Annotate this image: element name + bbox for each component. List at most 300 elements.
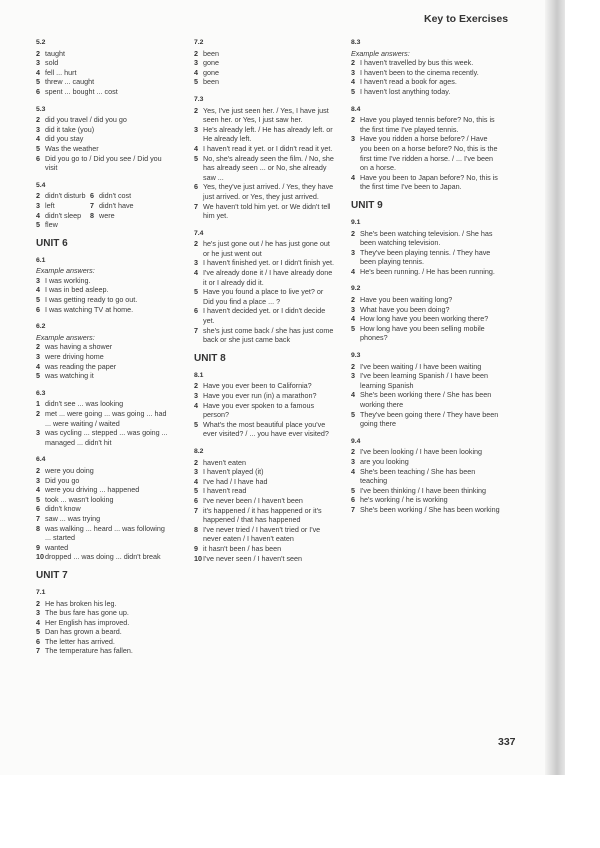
answer-number: 3	[351, 371, 355, 381]
answer-text: dropped ... was doing ... didn't break	[45, 552, 161, 562]
answer-number: 3	[194, 58, 198, 68]
answer-number: 4	[351, 390, 355, 400]
answer-item	[36, 77, 172, 87]
answer-text: He's been running. / He has been running.	[360, 266, 495, 276]
answer-item	[351, 447, 501, 457]
answer-text: I haven't lost anything today.	[360, 86, 451, 96]
answer-number: 3	[36, 608, 40, 618]
answer-text: The temperature has fallen.	[45, 646, 133, 656]
answer-number: 3	[36, 275, 40, 285]
answer-item	[351, 486, 501, 496]
answer-number: 5	[351, 323, 355, 333]
answer-item	[194, 202, 334, 221]
answer-number: 6	[351, 495, 355, 505]
answer-number: 2	[194, 457, 198, 467]
answer-item	[36, 342, 172, 352]
exercise-section	[351, 38, 501, 97]
answer-item	[36, 504, 172, 514]
answer-number: 5	[351, 86, 355, 96]
answer-text: did it take (you)	[45, 124, 95, 134]
answer-number: 3	[36, 200, 40, 210]
answer-number: 1	[36, 399, 40, 409]
answer-text: I've been looking / I have been looking	[360, 447, 483, 457]
answer-number: 6	[90, 191, 94, 201]
exercise-section	[351, 437, 501, 515]
answer-text: They've been going there / They have been going there	[360, 409, 499, 429]
answer-text: She's been working there / She has been working there	[360, 390, 492, 409]
answer-number: 10	[194, 553, 202, 563]
exercise-section	[351, 284, 501, 343]
answer-number: 6	[194, 182, 198, 192]
answer-number: 5	[194, 486, 198, 496]
answer-item	[36, 466, 172, 476]
exercise-section	[36, 181, 172, 230]
answer-number: 5	[36, 494, 40, 504]
answer-text: spent ... bought ... cost	[45, 86, 118, 96]
answer-text: What have you been doing?	[360, 304, 450, 314]
answer-item	[194, 306, 334, 325]
answer-text: Have you been waiting long?	[360, 295, 453, 305]
answer-number: 8	[194, 524, 198, 534]
answer-number: 6	[194, 495, 198, 505]
answer-text: I was in bed asleep.	[45, 285, 109, 295]
answer-text: Her English has improved.	[45, 617, 130, 627]
answer-text: Yes, they've just arrived. / Yes, they have just arrived. or Yes, they just arrived.	[203, 182, 334, 201]
answer-item	[194, 49, 334, 59]
answer-number: 4	[36, 285, 40, 295]
answer-text: What's the most beautiful place you've ever visited? / ... you have ever visited?	[203, 419, 329, 439]
answer-text: didn't see ... was looking	[45, 399, 124, 409]
answer-text: sold	[45, 58, 59, 68]
exercise-number: 6.1	[36, 256, 46, 264]
answer-number: 5	[36, 143, 40, 153]
answer-text: haven't eaten	[203, 457, 246, 467]
answer-item	[351, 58, 501, 68]
answer-number: 3	[194, 124, 198, 134]
unit-heading: UNIT 9	[351, 199, 383, 211]
answer-text: taught	[45, 48, 65, 58]
answer-text: I haven't read	[203, 486, 247, 496]
answer-item	[36, 428, 172, 447]
answer-text: I've had / I have had	[203, 476, 268, 486]
unit-heading: UNIT 7	[36, 569, 68, 581]
answer-item	[351, 87, 501, 97]
answer-text: Yes, I've just seen her. / Yes, I have just seen her. or Yes, I just saw her.	[203, 105, 329, 125]
answer-item	[36, 476, 172, 486]
answer-item	[351, 115, 501, 134]
answer-number: 3	[36, 124, 40, 134]
exercise-number: 7.4	[194, 229, 204, 237]
answer-item	[36, 409, 172, 428]
page-number: 337	[498, 736, 516, 748]
answer-number: 2	[351, 58, 355, 68]
exercise-number: 8.1	[194, 371, 204, 379]
answer-number: 4	[194, 476, 198, 486]
answer-item	[36, 276, 172, 286]
answer-number: 2	[194, 381, 198, 391]
answer-text: was watching it	[45, 371, 94, 381]
exercise-section	[194, 447, 334, 563]
answer-number: 2	[351, 115, 355, 125]
answer-number: 3	[36, 352, 40, 362]
answer-number: 4	[36, 485, 40, 495]
answer-number: 2	[194, 239, 198, 249]
answer-item	[36, 543, 172, 553]
answer-text: didn't know	[45, 504, 81, 514]
answer-number: 5	[36, 627, 40, 637]
answer-item	[351, 390, 501, 409]
answer-text: I was watching TV at home.	[45, 304, 134, 314]
scan-margin-bottom	[0, 775, 565, 848]
answer-item	[90, 201, 144, 211]
answer-text: saw ... was trying	[45, 513, 101, 523]
answer-text: didn't cost	[99, 191, 132, 201]
exercise-section	[36, 588, 172, 656]
answer-item	[194, 554, 334, 564]
answer-text: I was working.	[45, 275, 91, 285]
answer-item	[194, 467, 334, 477]
answer-number: 3	[351, 134, 355, 144]
answer-number: 2	[36, 409, 40, 418]
answer-text: Have you ever been to California?	[203, 381, 312, 391]
answer-number: 2	[351, 228, 355, 238]
answer-item	[36, 362, 172, 372]
answer-number: 6	[36, 636, 40, 646]
scan-margin-right	[565, 0, 600, 848]
answer-number: 9	[36, 542, 40, 552]
answer-text: he's just gone out / he has just gone out or he just went out	[203, 239, 330, 258]
answer-item	[351, 305, 501, 315]
answer-number: 4	[351, 314, 355, 324]
answer-text: gone	[203, 58, 219, 68]
answer-number: 2	[36, 465, 40, 475]
answer-number: 3	[36, 475, 40, 485]
answer-number: 3	[351, 304, 355, 314]
answer-item	[36, 485, 172, 495]
answer-item	[36, 295, 172, 305]
answer-column-2	[194, 38, 334, 571]
answer-text: been	[203, 77, 219, 87]
answer-text: Did you go to / Did you see / Did you visit	[45, 153, 162, 173]
answer-item	[194, 401, 334, 420]
answer-subcolumn	[36, 191, 90, 229]
answer-item	[36, 371, 172, 381]
answer-item	[194, 506, 334, 525]
exercise-number: 9.1	[351, 218, 361, 226]
answer-item	[351, 314, 501, 324]
exercise-number: 6.3	[36, 389, 46, 397]
exercise-section	[194, 95, 334, 221]
answer-text: did you travel / did you go	[45, 115, 127, 125]
exercise-section	[36, 105, 172, 173]
answer-number: 5	[194, 77, 198, 87]
answer-item	[194, 239, 334, 258]
answer-text: were driving home	[45, 352, 104, 362]
answer-text: flew	[45, 220, 58, 230]
answer-item	[194, 381, 334, 391]
answer-number: 2	[351, 447, 355, 457]
answer-text: were you driving ... happened	[45, 485, 140, 495]
answer-text: I was getting ready to go out.	[45, 295, 138, 305]
answer-item	[351, 134, 501, 172]
exercise-section	[351, 218, 501, 277]
answer-number: 5	[194, 153, 198, 163]
answer-number: 2	[36, 191, 40, 201]
exercise-number: 7.2	[194, 39, 204, 46]
answer-text: How long have you been working there?	[360, 314, 489, 324]
answer-text: she's just come back / she has just come back or she just came back	[203, 325, 334, 345]
answer-number: 4	[36, 361, 40, 371]
answer-number: 7	[194, 201, 198, 211]
answer-item	[194, 420, 334, 439]
answer-text: I've never been / I haven't been	[203, 495, 303, 505]
answer-item	[36, 618, 172, 628]
answer-item	[36, 599, 172, 609]
answer-text: Was the weather	[45, 143, 99, 153]
answer-item	[194, 544, 334, 554]
answer-number: 4	[351, 266, 355, 276]
answer-item	[36, 646, 172, 656]
answer-text: No, she's already seen the film. / No, she has already seen ... or No, she already saw ...	[203, 153, 334, 182]
answer-two-columns	[36, 191, 172, 229]
answer-number: 3	[351, 67, 355, 77]
answer-item	[90, 191, 144, 201]
answer-item	[351, 495, 501, 505]
answer-text: Have you found a place to live yet? or Did you find a place ... ?	[203, 287, 324, 306]
answer-number: 4	[194, 400, 198, 410]
answer-number: 3	[194, 258, 198, 268]
exercise-number: 7.1	[36, 588, 46, 596]
answer-number: 4	[36, 134, 40, 144]
answer-text: I've never tried / I haven't tried or I've never eaten / I haven't eaten	[203, 524, 321, 544]
exercise-section	[36, 322, 172, 381]
answer-column-1	[36, 38, 172, 664]
answer-text: I haven't travelled by bus this week.	[360, 58, 474, 68]
answer-number: 10	[36, 552, 44, 562]
answer-number: 7	[351, 504, 355, 514]
answer-item	[351, 295, 501, 305]
answer-text: Did you go	[45, 475, 80, 485]
answer-text: Have you been to Japan before? No, this is the first time I've been to Japan.	[360, 172, 498, 192]
answer-text: Have you ridden a horse before? / Have you been on a horse before? No, this is the first time I've ridden a horse. / ... I've been on a horse.	[360, 134, 498, 173]
answer-item	[36, 627, 172, 637]
answer-text: How long have you been selling mobile phones?	[360, 323, 485, 343]
answer-text: threw ... caught	[45, 77, 95, 87]
answer-text: I've been learning Spanish / I have been learning Spanish	[360, 371, 489, 390]
answer-item	[36, 495, 172, 505]
answer-number: 5	[36, 295, 40, 305]
answer-item	[351, 267, 501, 277]
answer-number: 4	[194, 67, 198, 77]
answer-item	[351, 248, 501, 267]
answer-number: 6	[36, 504, 40, 514]
answer-text: was cycling ... stepped ... was going ... managed ... didn't hit	[45, 428, 168, 447]
answer-text: I haven't finished yet. or I didn't finish yet.	[203, 258, 334, 268]
answer-text: She's been teaching / She has been teaching	[360, 466, 476, 486]
answer-number: 6	[36, 86, 40, 96]
answer-item	[36, 49, 172, 59]
answer-text: didn't sleep	[45, 210, 82, 220]
answer-number: 6	[36, 304, 40, 314]
unit-heading: UNIT 8	[194, 352, 226, 364]
answer-item	[36, 115, 172, 125]
answer-text: he's working / he is working	[360, 495, 448, 505]
answer-subcolumn	[90, 191, 144, 229]
exercise-number: 5.4	[36, 181, 46, 189]
answer-number: 9	[194, 543, 198, 553]
example-answers-note: Example answers:	[36, 266, 95, 276]
answer-text: did you stay	[45, 134, 84, 144]
answer-text: I've already done it / I have already done it or I already did it.	[203, 268, 333, 287]
answer-number: 4	[36, 67, 40, 77]
answer-text: left	[45, 200, 55, 210]
answer-item	[351, 173, 501, 192]
answer-item	[194, 182, 334, 201]
answer-text: I haven't read it yet. or I didn't read it yet.	[203, 143, 333, 153]
example-answers-note: Example answers:	[36, 332, 95, 342]
answer-text: I've been waiting / I have been waiting	[360, 361, 482, 371]
answer-number: 5	[351, 409, 355, 419]
answer-number: 6	[194, 306, 198, 316]
answer-text: She's been watching television. / She has been watching television.	[360, 228, 493, 248]
answer-item	[36, 87, 172, 97]
answer-text: Have you played tennis before? No, this is the first time I've played tennis.	[360, 115, 495, 134]
answer-number: 3	[36, 58, 40, 68]
answer-number: 4	[351, 77, 355, 87]
answer-number: 4	[194, 268, 198, 278]
answer-item	[36, 352, 172, 362]
answer-text: He's already left. / He has already left. or He already left.	[203, 124, 333, 144]
answer-item	[36, 285, 172, 295]
answer-item	[36, 524, 172, 543]
answer-number: 7	[194, 325, 198, 335]
exercise-section	[194, 371, 334, 439]
answer-number: 7	[36, 646, 40, 656]
answer-item	[351, 362, 501, 372]
answer-number: 2	[36, 342, 40, 352]
answer-text: wanted	[45, 542, 69, 552]
exercise-section	[194, 229, 334, 345]
answer-text: are you looking	[360, 456, 409, 466]
answer-item	[194, 68, 334, 78]
answer-item	[194, 125, 334, 144]
answer-item	[36, 125, 172, 135]
exercise-number: 6.2	[36, 323, 46, 331]
answer-number: 4	[351, 172, 355, 182]
answer-number: 8	[90, 210, 94, 220]
answer-text: Have you ever run (in) a marathon?	[203, 391, 317, 400]
answer-item	[194, 77, 334, 87]
exercise-section	[351, 105, 501, 192]
answer-item	[351, 324, 501, 343]
answer-item	[351, 68, 501, 78]
answer-item	[36, 608, 172, 618]
answer-number: 2	[36, 115, 40, 125]
answer-number: 4	[36, 210, 40, 220]
answer-number: 5	[194, 419, 198, 429]
answer-item	[36, 144, 172, 154]
answer-number: 3	[36, 428, 40, 438]
answer-item	[194, 458, 334, 468]
answer-item	[36, 552, 172, 562]
answer-item	[36, 58, 172, 68]
answer-number: 4	[194, 143, 198, 153]
answer-number: 7	[194, 505, 198, 515]
answer-text: it hasn't been / has been	[203, 543, 282, 553]
answer-number: 3	[351, 247, 355, 257]
answer-item	[351, 505, 501, 515]
answer-text: She's been working / She has been working	[360, 504, 500, 514]
answer-item	[194, 525, 334, 544]
answer-text: I haven't played (it)	[203, 467, 264, 477]
answer-number: 8	[36, 523, 40, 533]
answer-item	[194, 326, 334, 345]
answer-number: 2	[194, 48, 198, 58]
answer-item	[351, 229, 501, 248]
exercise-number: 9.4	[351, 437, 361, 445]
exercise-number: 8.2	[194, 447, 204, 455]
answer-text: I haven't been to the cinema recently.	[360, 67, 479, 77]
exercise-section	[36, 455, 172, 562]
exercise-number: 7.3	[194, 95, 204, 103]
exercise-section	[36, 389, 172, 448]
answer-item	[36, 211, 90, 221]
answer-item	[194, 268, 334, 287]
answer-text: it's happened / it has happened or it's happened / that has happened	[203, 505, 322, 525]
answer-number: 5	[36, 220, 40, 230]
answer-number: 3	[194, 391, 198, 400]
exercise-section	[36, 256, 172, 315]
answer-text: was having a shower	[45, 342, 113, 352]
answer-number: 6	[36, 153, 40, 163]
answer-number: 4	[36, 617, 40, 627]
answer-item	[194, 496, 334, 506]
answer-text: He has broken his leg.	[45, 598, 117, 608]
answer-number: 5	[194, 287, 198, 297]
answer-item	[194, 154, 334, 183]
answer-item	[194, 287, 334, 306]
answer-item	[351, 371, 501, 390]
answer-item	[36, 154, 172, 173]
page-header: Key to Exercises	[424, 13, 509, 25]
answer-item	[36, 305, 172, 315]
answer-column-3	[351, 38, 501, 523]
exercise-section	[36, 38, 172, 97]
answer-item	[194, 391, 334, 401]
answer-text: was reading the paper	[45, 361, 117, 371]
answer-item	[194, 258, 334, 268]
exercise-number: 8.3	[351, 39, 361, 46]
answer-text: They've been playing tennis. / They have been playing tennis.	[360, 247, 491, 267]
answer-text: didn't disturb	[45, 191, 86, 201]
answer-number: 2	[194, 105, 198, 115]
answer-text: didn't have	[99, 200, 134, 210]
answer-number: 5	[36, 371, 40, 381]
answer-number: 7	[36, 513, 40, 523]
answer-number: 2	[351, 295, 355, 305]
answer-item	[194, 58, 334, 68]
example-answers-note: Example answers:	[351, 48, 410, 58]
answer-item	[36, 220, 90, 230]
answer-text: been	[203, 48, 219, 58]
exercise-number: 9.3	[351, 352, 361, 360]
answer-item	[351, 457, 501, 467]
exercise-number: 8.4	[351, 105, 361, 113]
exercise-number: 6.4	[36, 456, 46, 464]
answer-item	[36, 68, 172, 78]
exercise-section	[194, 38, 334, 87]
answer-item	[194, 144, 334, 154]
